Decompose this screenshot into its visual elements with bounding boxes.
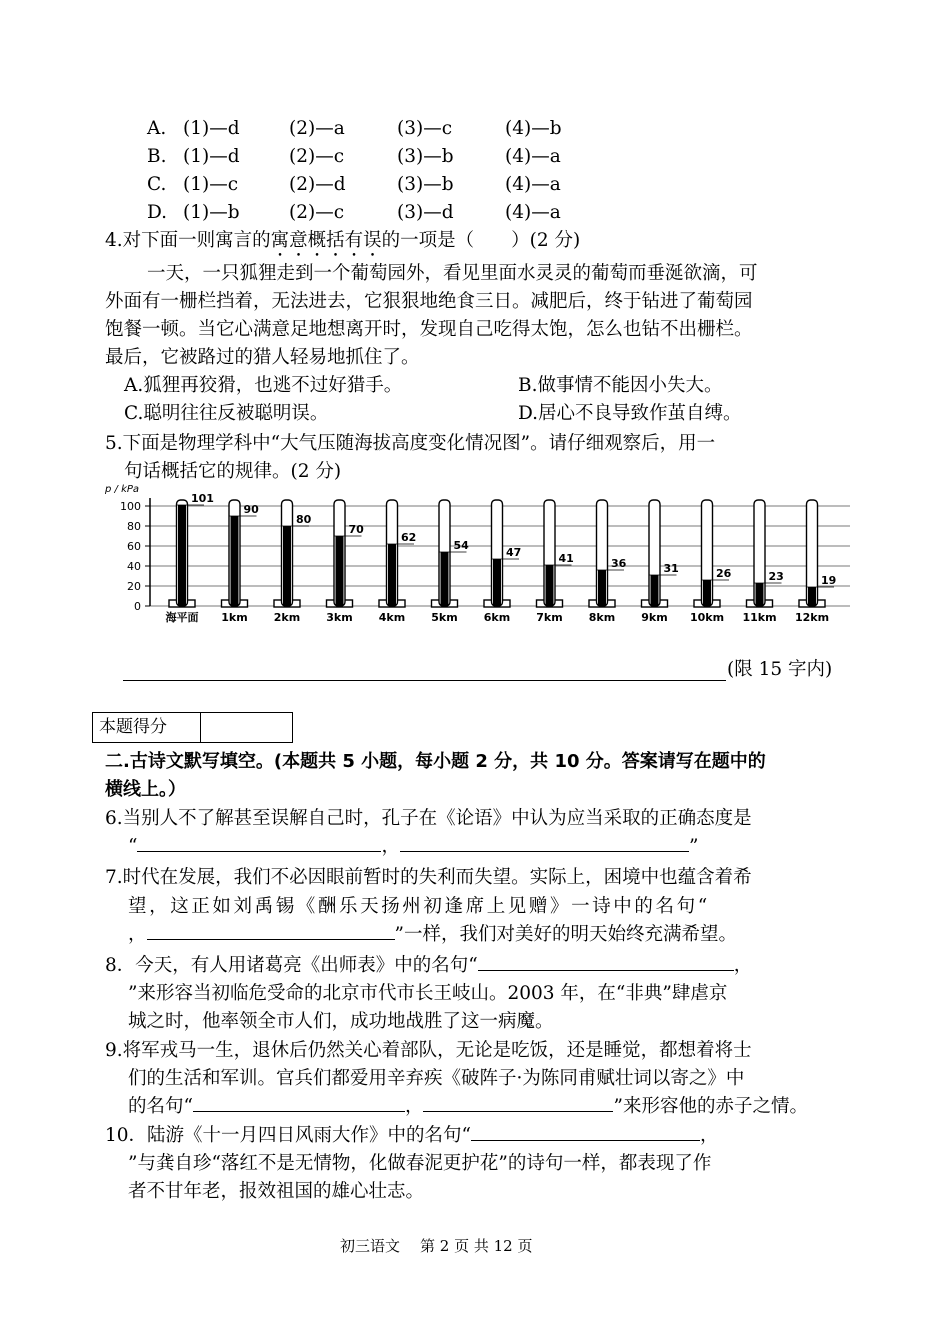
x-tick-label: 7km [536,611,563,624]
x-tick-label: 4km [378,611,406,624]
q5-question-line2: 句话概括它的规律。(2 分) [124,461,342,482]
q9-blank-1[interactable] [193,1093,405,1112]
q10-question-line3: 者不甘年老，报效祖国的雄心壮志。 [128,1181,425,1202]
pressure-altitude-chart [105,480,853,625]
comma: ， [733,955,753,976]
q4-emphasis: 寓意概括有误 [270,230,382,251]
comma: ， [128,924,147,945]
match: (4)—a [505,202,561,223]
q7-answer-row [128,921,737,949]
q5-answer-line[interactable] [123,680,726,681]
y-tick-label: 60 [127,540,141,553]
match: (3)—b [397,146,454,167]
section-2-heading-line2: 横线上。） [105,779,186,800]
match: (3)—c [397,118,453,139]
q6-blank-2[interactable] [400,833,689,852]
mercury-bar [546,565,554,606]
comma: ， [700,1125,719,1146]
q7-question-line2: 望，这正如刘禹锡《酬乐天扬州初逢席上见赠》一诗中的名句“ [128,896,710,917]
q4-question [105,227,580,261]
match: (1)—c [183,174,239,195]
data-label: 80 [296,513,312,526]
q8-blank[interactable] [478,952,734,971]
x-tick-label: 2km [273,611,301,624]
mercury-bar [178,505,186,606]
mercury-bar [598,570,606,606]
x-tick-label: 11km [742,611,777,624]
match: (4)—b [505,118,562,139]
q4-option-d: D.居心不良导致作茧自缚。 [518,403,742,424]
q8-question-line3: 城之时，他率领全市人们，成功地战胜了这一病魔。 [128,1011,554,1032]
x-tick-label: 9km [641,611,668,624]
x-tick-label: 8km [588,611,616,624]
q4-option-c: C.聪明往往反被聪明误。 [124,403,329,424]
q4-story-line: 饱餐一顿。当它心满意足地想离开时，发现自己吃得太饱，怎么也钻不出栅栏。 [105,319,753,340]
mercury-bar [231,516,239,606]
match: (4)—a [505,146,561,167]
q3-option-b [147,143,561,171]
y-tick-label: 40 [127,560,141,573]
q3-option-a [147,115,562,143]
mercury-bar [703,580,711,606]
section-2-heading-line1: 二.古诗文默写填空。(本题共 5 小题，每小题 2 分，共 10 分。答案请写在题中的 [105,751,766,772]
data-label: 19 [821,574,837,587]
comma: ， [404,1096,424,1117]
option-letter: A. [147,118,167,139]
mercury-bar [283,526,291,606]
q9-blank-2[interactable] [423,1093,613,1112]
q8-text: 8．今天，有人用诸葛亮《出师表》中的名句“ [105,955,478,976]
mercury-bar [808,587,816,606]
match: (3)—d [397,202,454,223]
x-tick-label: 5km [431,611,458,624]
match: (1)—d [183,118,240,139]
match: (2)—a [289,118,345,139]
q9-question-line1: 9.将军戎马一生，退休后仍然关心着部队，无论是吃饭，还是睡觉，都想着将士 [105,1040,752,1061]
q9-answer-row [128,1093,808,1121]
score-box-label: 本题得分 [93,713,201,742]
q8-question-line1 [105,952,752,980]
q3-option-d [147,199,561,227]
q4-story-line: 一天，一只狐狸走到一个葡萄园外，看见里面水灵灵的葡萄而垂涎欲滴，可 [147,263,758,284]
y-tick-label: 0 [134,600,141,613]
q7-question-line1: 7.时代在发展，我们不必因眼前暂时的失利而失望。实际上，困境中也蕴含着希 [105,867,752,888]
data-label: 26 [716,567,732,580]
data-label: 31 [663,562,679,575]
q4-prefix: 4.对下面一则寓言的 [105,230,271,251]
match: (2)—d [289,174,346,195]
x-tick-label: 3km [326,611,353,624]
match: (2)—c [289,146,345,167]
q7-text: ”一样，我们对美好的明天始终充满希望。 [394,924,737,945]
q3-option-c [147,171,561,199]
open-quote: “ [128,836,138,857]
data-label: 70 [348,523,364,536]
match: (1)—b [183,202,240,223]
q6-answer-row [128,833,698,861]
data-label: 101 [191,492,214,505]
match: (2)—c [289,202,345,223]
q10-question-line1 [105,1122,719,1150]
q5-word-limit: (限 15 字内) [727,659,833,680]
data-label: 36 [611,557,627,570]
mercury-bar [651,575,659,606]
x-tick-label: 海平面 [165,611,199,624]
q9-question-line2: 们的生活和军训。官兵们都爱用辛弃疾《破阵子·为陈同甫赋壮词以寄之》中 [128,1068,745,1089]
match: (3)—b [397,174,454,195]
match: (1)—d [183,146,240,167]
data-label: 62 [401,531,417,544]
y-tick-label: 20 [127,580,141,593]
q7-blank[interactable] [147,921,395,940]
q4-option-a: A.狐狸再狡猾，也逃不过好猎手。 [124,375,403,396]
q5-question-line1: 5.下面是物理学科中“大气压随海拔高度变化情况图”。请仔细观察后，用一 [105,433,716,454]
mercury-bar [441,552,449,606]
y-tick-label: 80 [127,520,141,533]
score-box-field[interactable] [201,713,292,742]
q10-text: 10．陆游《十一月四日风雨大作》中的名句“ [105,1125,471,1146]
x-tick-label: 1km [221,611,248,624]
q4-suffix: 的一项是（ ）(2 分) [381,230,581,251]
match: (4)—a [505,174,561,195]
q4-story-line: 最后，它被路过的猎人轻易地抓住了。 [105,347,420,368]
option-letter: D. [147,202,168,223]
x-tick-label: 12km [794,611,830,624]
q4-story-line: 外面有一栅栏挡着，无法进去，它狠狠地绝食三日。减肥后，终于钻进了葡萄园 [105,291,753,312]
score-box [92,712,293,743]
q8-question-line2: ”来形容当初临危受命的北京市代市长王岐山。2003 年，在“非典”肆虐京 [128,983,728,1004]
comma: ， [381,836,400,857]
q10-blank[interactable] [471,1122,700,1141]
footer-subject: 初三语文 [340,1237,401,1255]
x-tick-label: 10km [689,611,725,624]
mercury-bar [388,544,396,606]
q4-option-b: B.做事情不能因小失大。 [518,375,723,396]
x-tick-label: 6km [483,611,511,624]
data-label: 47 [506,546,522,559]
q9-text: ”来形容他的赤子之情。 [613,1096,808,1117]
option-letter: B. [147,146,167,167]
q10-question-line2: ”与龚自珍“落红不是无情物，化做春泥更护花”的诗句一样，都表现了作 [128,1153,712,1174]
q9-text: 的名句“ [128,1096,193,1117]
data-label: 90 [243,503,259,516]
data-label: 41 [558,552,574,565]
page-footer [340,1235,533,1256]
q6-blank-1[interactable] [137,833,381,852]
mercury-bar [493,559,501,606]
data-label: 23 [768,570,784,583]
option-letter: C. [147,174,167,195]
y-tick-label: 100 [120,500,141,513]
mercury-bar [336,536,344,606]
q6-question: 6.当别人不了解甚至误解自己时，孔子在《论语》中认为应当采取的正确态度是 [105,808,752,829]
close-quote: ” [688,836,699,857]
mercury-bar [756,583,764,606]
footer-page-number: 第 2 页 共 12 页 [420,1237,533,1255]
data-label: 54 [453,539,469,552]
y-axis-label: p / kPa [105,484,140,495]
